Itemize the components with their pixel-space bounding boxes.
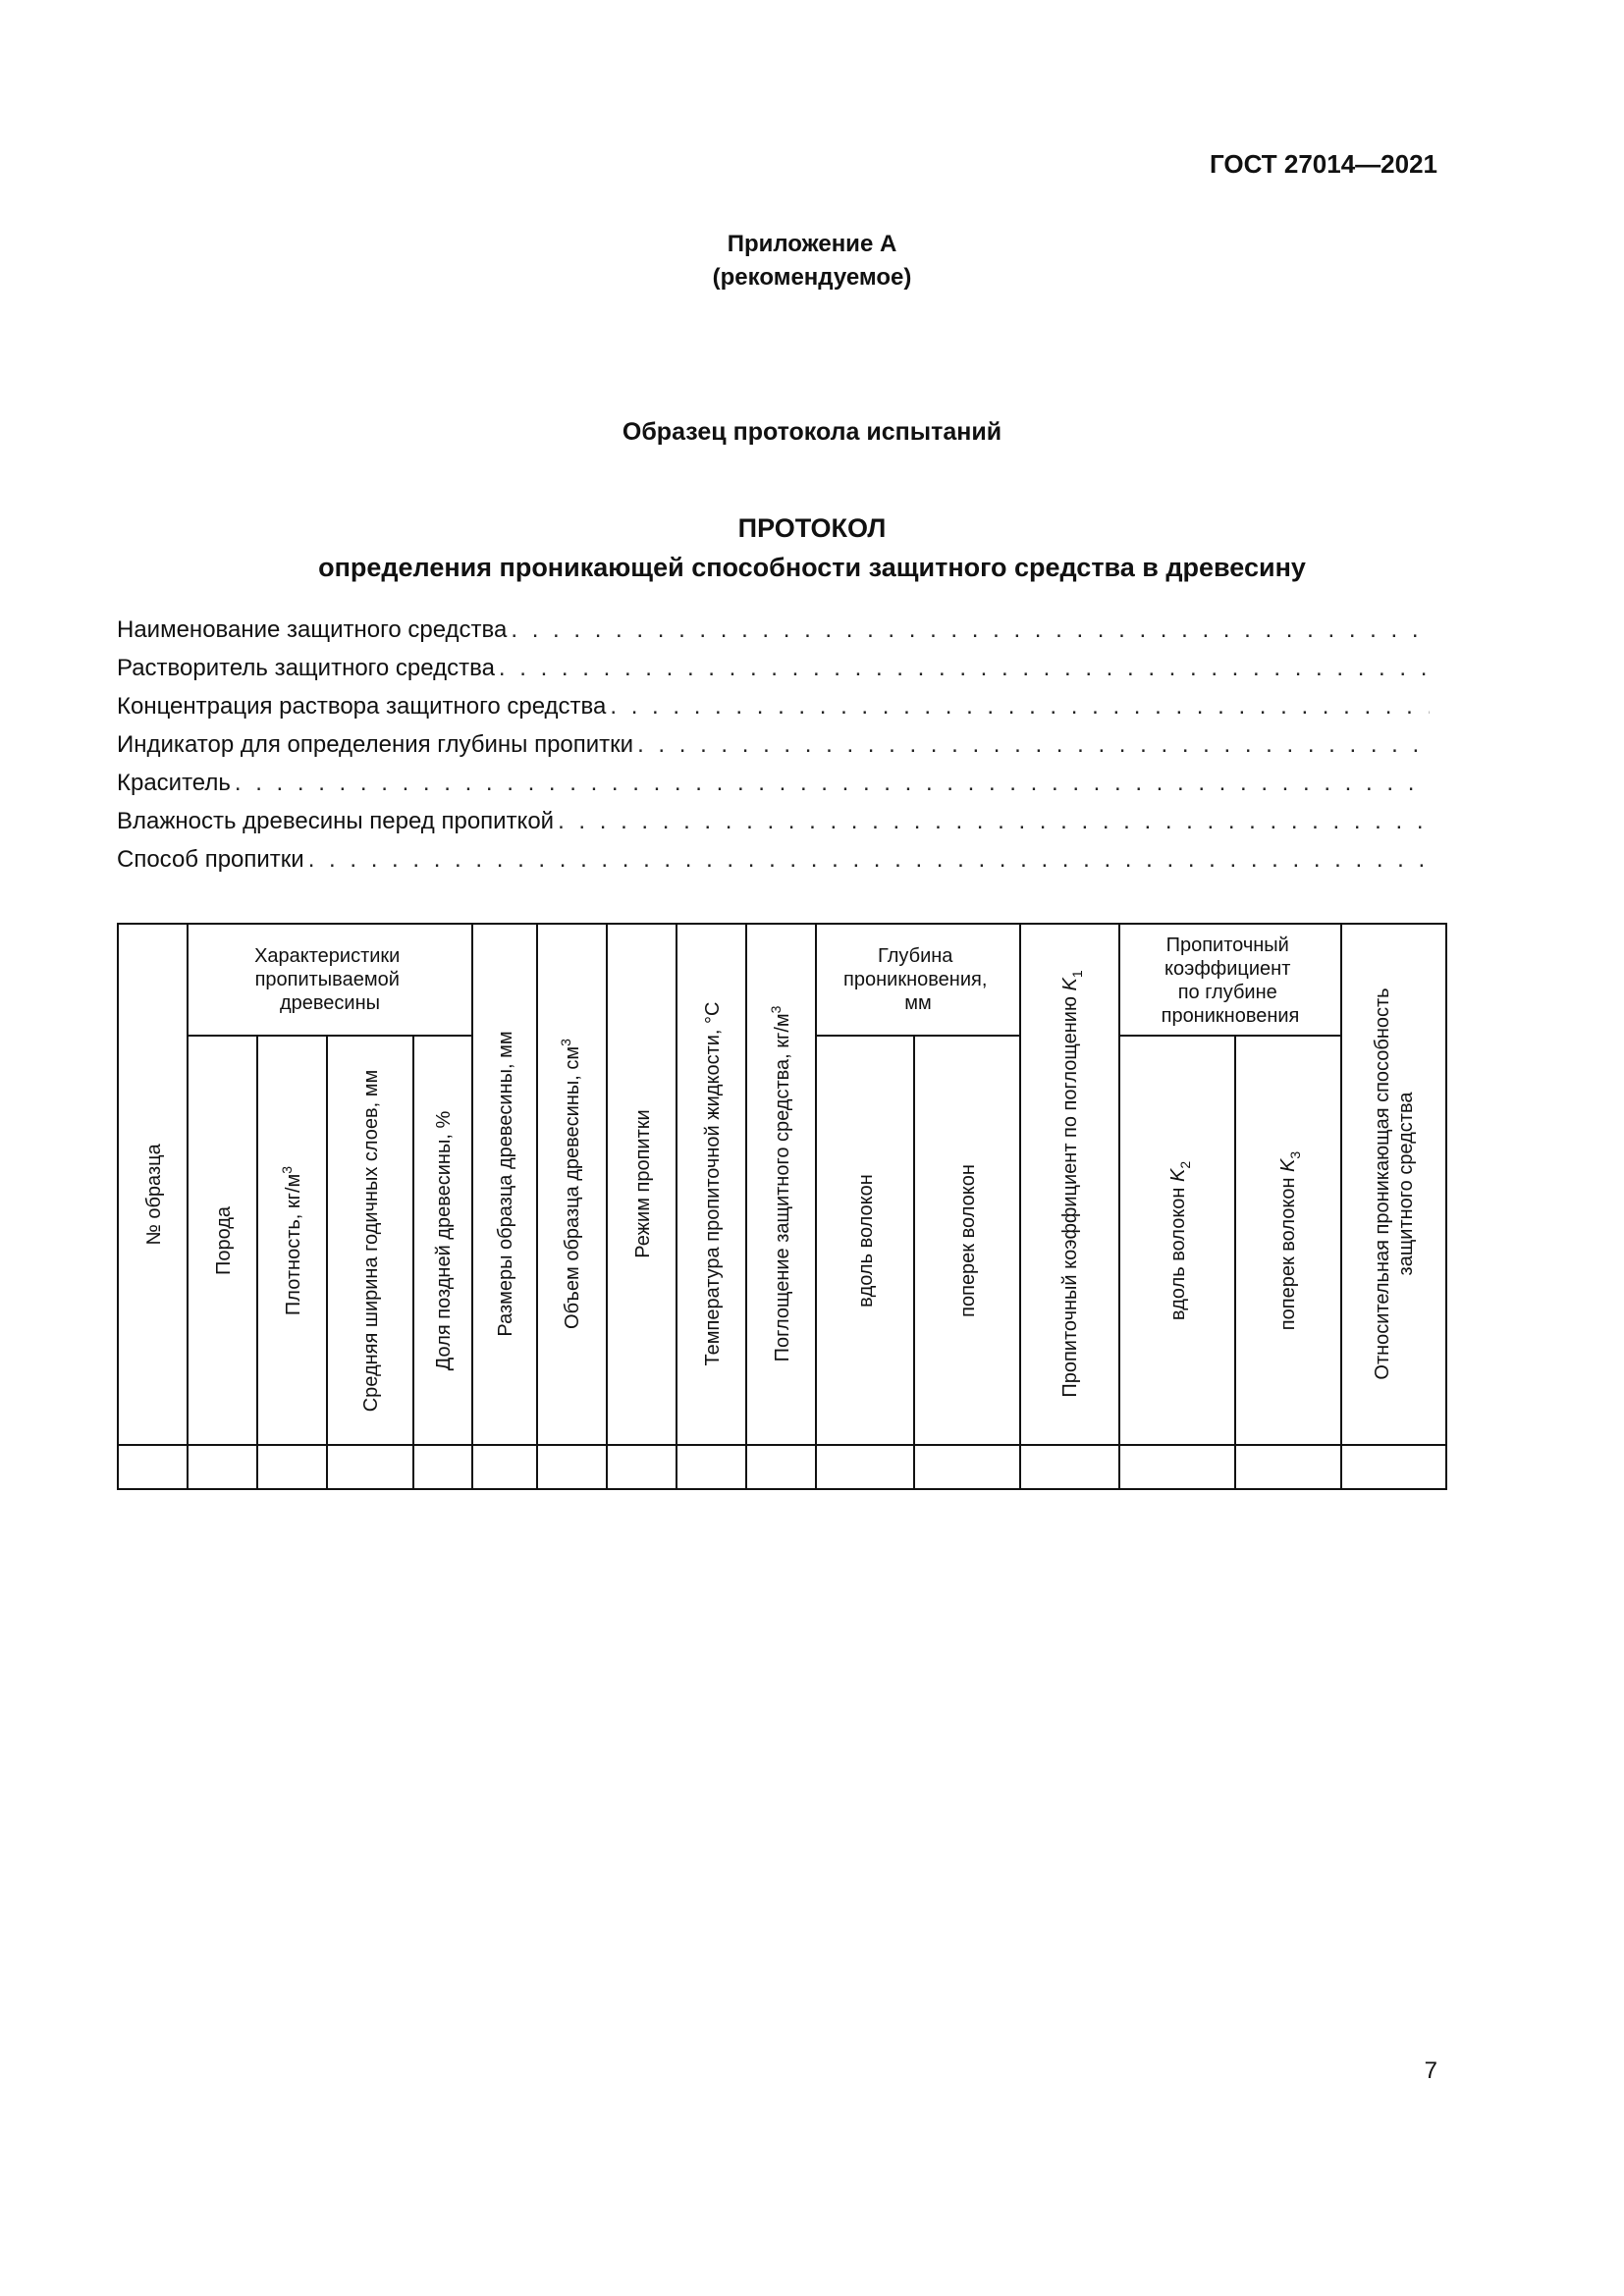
col-species: Порода	[213, 1205, 235, 1276]
col-volume: Объем образца древесины, $см^3$	[558, 1039, 583, 1329]
protocol-title: ПРОТОКОЛ	[737, 513, 887, 543]
col-sample-no: № образца	[143, 1144, 165, 1246]
col-absorption: Поглощение защитного средства, $кг/м^3$	[768, 1005, 793, 1362]
field-label: Наименование защитного средства	[117, 616, 508, 643]
field-label: Концентрация раствора защитного средства	[117, 693, 607, 720]
field-label: Краситель	[117, 770, 231, 796]
col-latewood: Доля поздней древесины, %	[433, 1110, 455, 1371]
sample-title: Образец протокола испытаний	[622, 418, 1002, 446]
group-header-coefficient: Пропиточный коэффициент по глубине проникновения	[1161, 934, 1300, 1027]
appendix-subtitle: (рекомендуемое)	[712, 264, 912, 291]
col-coefficient-k2: вдоль волокон $K_2$	[1167, 1160, 1193, 1321]
col-coefficient-k3: поперек волокон $K_3$	[1277, 1150, 1303, 1331]
col-ring-width: Средняя ширина годичных слоев, мм	[360, 1069, 382, 1413]
col-relative-capacity-line2: защитного средства	[1395, 1092, 1417, 1276]
field-label: Влажность древесины перед пропиткой	[117, 808, 555, 834]
col-density: Плотность, $кг/м^3$	[279, 1165, 304, 1316]
page-number: 7	[1424, 2057, 1437, 2084]
field-label: Растворитель защитного средства	[117, 655, 495, 681]
field-label: Индикатор для определения глубины пропитки	[117, 731, 634, 758]
col-relative-capacity-line1: Относительная проникающая способность	[1372, 988, 1393, 1380]
group-header-depth: Глубина проникновения, мм	[843, 945, 988, 1014]
col-mode: Режим пропитки	[632, 1109, 654, 1258]
col-coefficient-k1: Пропиточный коэффициент по поглощению $K_1$	[1059, 970, 1085, 1398]
standard-number: ГОСТ 27014—2021	[1210, 149, 1437, 179]
col-temperature: Температура пропиточной жидкости, °С	[702, 1001, 724, 1366]
group-header-wood: Характеристики пропитываемой древесины	[254, 945, 401, 1014]
appendix-title: Приложение А	[727, 231, 897, 257]
col-dimensions: Размеры образца древесины, мм	[495, 1031, 516, 1337]
protocol-subtitle: определения проникающей способности защитного средства в древесину	[318, 553, 1306, 582]
field-label: Способ пропитки	[117, 846, 304, 873]
col-depth-across: поперек волокон	[957, 1164, 979, 1317]
col-depth-along: вдоль волокон	[855, 1174, 877, 1308]
